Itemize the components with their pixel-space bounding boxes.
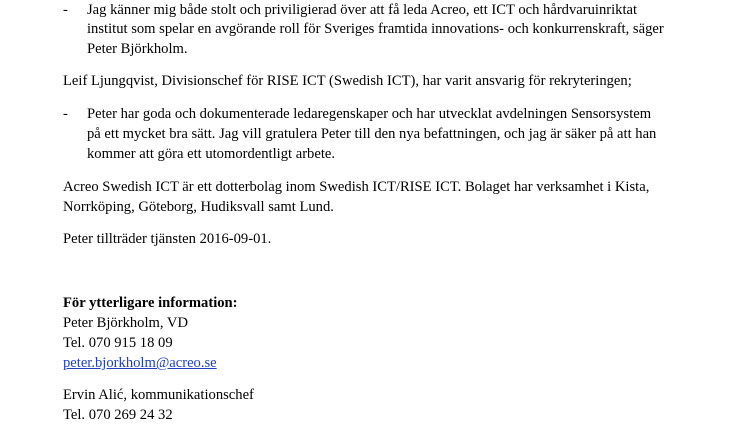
about-line-2: Norrköping, Göteborg, Hudiksvall samt Lund. <box>63 199 334 215</box>
contact1-phone: Tel. 070 915 18 09 <box>63 335 173 351</box>
quote1-line-2: institut som spelar en avgörande roll för Sveriges framtida innovations- och konkurrenskraft, säger <box>87 21 664 37</box>
bullet-dash: - <box>63 2 68 18</box>
start-date-text: Peter tillträder tjänsten 2016-09-01. <box>63 231 272 247</box>
contact2-phone: Tel. 070 269 24 32 <box>63 407 173 423</box>
about-line-1: Acreo Swedish ICT är ett dotterbolag inom Swedish ICT/RISE ICT. Bolaget har verksamhet i Kista, <box>63 179 650 195</box>
recruiter-intro: Leif Ljungqvist, Divisionschef för RISE ICT (Swedish ICT), har varit ansvarig för rekryteringen; <box>63 73 632 89</box>
quote2-line-1: Peter har goda och dokumenterade ledaregenskaper och har utvecklat avdelningen Sensorsystem <box>87 106 652 122</box>
contact1-name: Peter Björkholm, VD <box>63 315 188 331</box>
quote1-line-3: Peter Björkholm. <box>87 41 188 57</box>
contact1-email-link[interactable]: peter.bjorkholm@acreo.se <box>63 355 217 371</box>
quote1-line-1: Jag känner mig både stolt och priviligierad över att få leda Acreo, ett ICT och hårdvaruinriktat <box>87 2 638 18</box>
contact2-name: Ervin Alić, kommunikationschef <box>63 387 254 403</box>
quote2-line-2: på ett mycket bra sätt. Jag vill gratulera Peter till den nya befattningen, och jag är säker på att han <box>87 126 657 142</box>
contact-heading: För ytterligare information: <box>63 295 238 311</box>
quote2-line-3: kommer att göra ett utomordentligt arbete. <box>87 146 336 162</box>
bullet-dash: - <box>63 106 68 122</box>
